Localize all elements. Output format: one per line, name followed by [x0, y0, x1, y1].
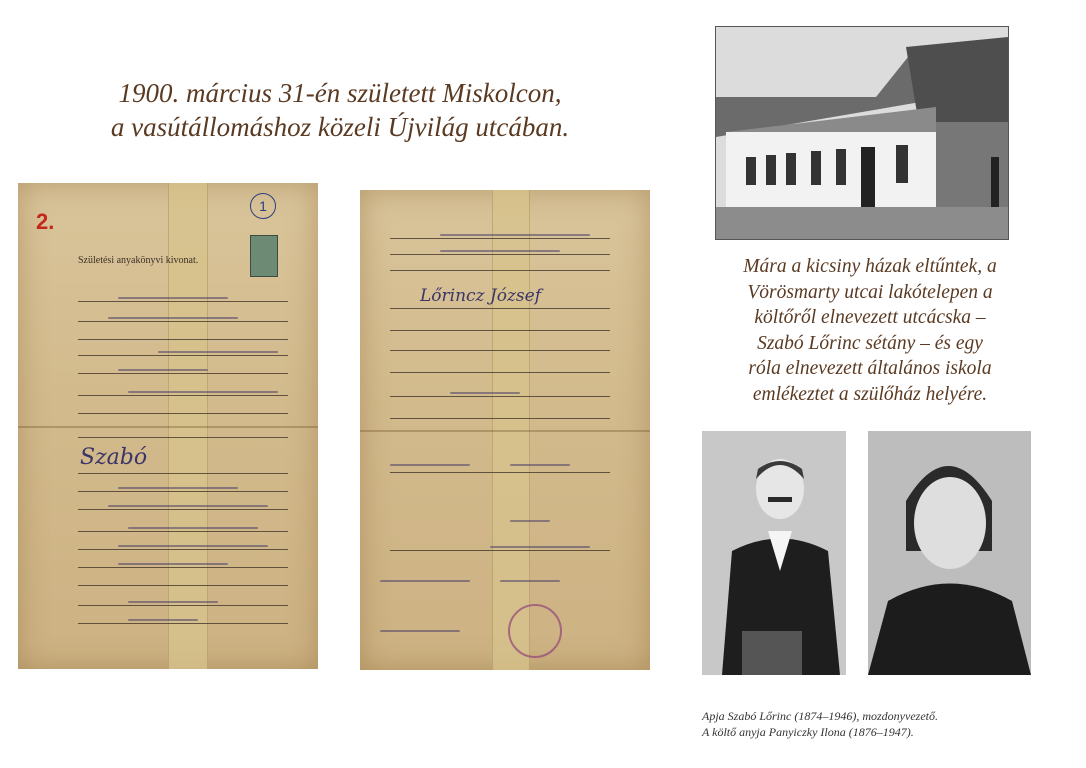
caption-line-4: Szabó Lőrinc sétány – és egy	[757, 332, 983, 354]
caption-line-2: Vörösmarty utcai lakótelepen a	[747, 281, 993, 303]
father-portrait-illustration	[702, 431, 846, 675]
mother-portrait-illustration	[868, 431, 1031, 675]
parents-caption	[702, 708, 1082, 740]
handwritten-surname: Szabó	[80, 445, 148, 470]
title-line-2: a vasútállomáshoz közeli Újvilág utcában.	[110, 112, 570, 142]
house-caption	[715, 254, 1025, 408]
birth-certificate-front	[18, 183, 318, 669]
fold-line	[360, 430, 650, 432]
birth-certificate-back	[360, 190, 650, 670]
caption-line-6: emlékeztet a szülőház helyére.	[752, 383, 988, 405]
red-mark: 2.	[36, 209, 55, 234]
father-portrait	[702, 431, 846, 675]
title-line-1: 1900. március 31-én született Miskolcon,	[118, 78, 562, 108]
revenue-stamp	[250, 235, 278, 277]
mother-portrait	[868, 431, 1031, 675]
circled-number: 1	[250, 193, 276, 219]
official-seal	[508, 604, 562, 658]
handwritten-name: Lőrincz József	[420, 286, 542, 306]
certificate-heading: Születési anyakönyvi kivonat.	[78, 255, 199, 266]
parents-caption-line-2: A költő anyja Panyiczky Ilona (1876–1947).	[702, 725, 914, 739]
house-illustration	[716, 27, 1008, 239]
fold-line	[18, 426, 318, 428]
caption-line-5: róla elnevezett általános iskola	[748, 358, 992, 380]
parents-caption-line-1: Apja Szabó Lőrinc (1874–1946), mozdonyvezető.	[702, 709, 938, 723]
caption-line-3: költőről elnevezett utcácska –	[754, 307, 986, 329]
page-title	[60, 76, 620, 144]
birth-house-photo	[715, 26, 1009, 240]
caption-line-1: Mára a kicsiny házak eltűntek, a	[743, 256, 997, 277]
